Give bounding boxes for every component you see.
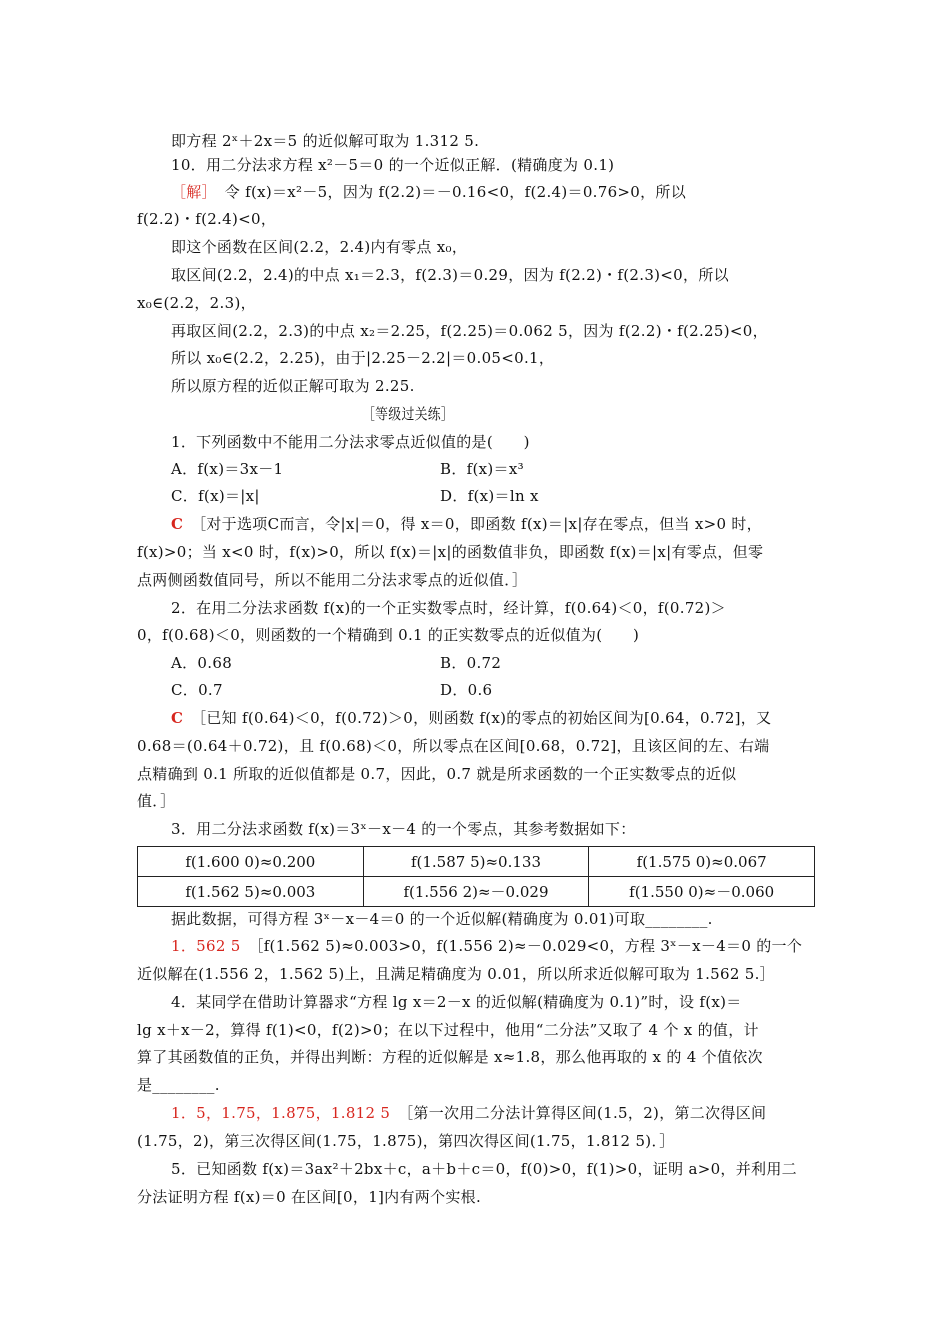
question-1: 1．下列函数中不能用二分法求零点近似值的是( )	[171, 433, 530, 451]
text-line: 是________.	[137, 1076, 220, 1094]
text-line: (1.75，2)，第三次得区间(1.75，1.875)，第四次得区间(1.75，1.812 5)．］	[137, 1132, 675, 1150]
option-c: C．0.7	[171, 681, 223, 699]
answer-line	[171, 513, 762, 535]
text-line: 再取区间(2.2，2.3)的中点 x₂＝2.25，f(2.25)＝0.062 5，因为 f(2.2)・f(2.25)<0，	[171, 322, 768, 340]
text-line: lg x＋x－2，算得 f(1)<0，f(2)>0；在以下过程中，他用“二分法”又取了 4 个 x 的值，计	[137, 1021, 759, 1039]
reference-data-table	[137, 846, 815, 907]
text-line: 近似解在(1.556 2，1.562 5)上，且满足精确度为 0.01，所以所求近似解可取为 1.562 5.］	[137, 965, 775, 983]
text-line: 值．］	[137, 792, 176, 810]
answer-label: C	[171, 709, 184, 727]
text-line: f(2.2)・f(2.4)<0，	[137, 210, 277, 228]
table-cell: f(1.600 0)≈0.200	[138, 847, 364, 877]
text-line: 所以 x₀∈(2.2，2.25)，由于|2.25－2.2|＝0.05<0.1，	[171, 349, 555, 367]
problem-10: 10．用二分法求方程 x²－5＝0 的一个近似正解．(精确度为 0.1)	[171, 156, 615, 174]
option-d: D．0.6	[440, 681, 493, 699]
answer-line	[171, 1102, 766, 1124]
text-line: x₀∈(2.2，2.3)，	[137, 294, 256, 312]
answer-explanation: ［对于选项C而言，令|x|＝0，得 x＝0，即函数 f(x)＝|x|存在零点，但当 x>0 时，	[198, 515, 762, 533]
text-line: 所以原方程的近似正解可取为 2.25.	[171, 377, 415, 395]
text-line: 即这个函数在区间(2.2，2.4)内有零点 x₀，	[171, 238, 468, 256]
text-line: 0，f(0.68)＜0，则函数的一个精确到 0.1 的正实数零点的近似值为( )	[137, 626, 640, 644]
text-line: 据此数据，可得方程 3ˣ－x－4＝0 的一个近似解(精确度为 0.01)可取________.	[171, 910, 713, 928]
text-line: 即方程 2ˣ＋2x＝5 的近似解可取为 1.312 5.	[171, 132, 480, 150]
option-b: B．f(x)＝x³	[440, 460, 524, 478]
text-line: 取区间(2.2，2.4)的中点 x₁＝2.3，f(2.3)＝0.29，因为 f(2.2)・f(2.3)<0，所以	[171, 266, 729, 284]
answer-explanation: ［已知 f(0.64)＜0，f(0.72)＞0，则函数 f(x)的零点的初始区间为[0.64，0.72]，又	[198, 709, 772, 727]
answer-value: 1．5，1.75，1.875，1.812 5	[171, 1104, 391, 1122]
option-d: D．f(x)＝ln x	[440, 487, 539, 505]
text-line: 点精确到 0.1 所取的近似值都是 0.7，因此，0.7 就是所求函数的一个正实数零点的近似	[137, 765, 737, 783]
text-line: 0.68＝(0.64＋0.72)，且 f(0.68)＜0，所以零点在区间[0.68，0.72]，且该区间的左、右端	[137, 737, 770, 755]
option-a: A．f(x)＝3x－1	[171, 460, 284, 478]
table-cell: f(1.575 0)≈0.067	[589, 847, 815, 877]
answer-line	[171, 707, 771, 729]
option-b: B．0.72	[440, 654, 502, 672]
question-3: 3．用二分法求函数 f(x)＝3ˣ－x－4 的一个零点，其参考数据如下：	[171, 820, 636, 838]
table-row	[138, 847, 815, 877]
question-5: 5．已知函数 f(x)＝3ax²＋2bx＋c，a＋b＋c＝0，f(0)>0，f(1)>0，证明 a>0，并利用二	[171, 1160, 797, 1178]
question-4: 4．某同学在借助计算器求“方程 lg x＝2－x 的近似解(精确度为 0.1)”时，设 f(x)＝	[171, 993, 742, 1011]
section-heading: ［等级过关练］	[362, 405, 455, 423]
solution-tag: ［解］	[171, 183, 210, 201]
table-cell: f(1.550 0)≈－0.060	[589, 877, 815, 907]
solution-text: 令 f(x)＝x²－5，因为 f(2.2)＝－0.16<0，f(2.4)＝0.76>0，所以	[224, 183, 687, 201]
text-line: f(x)>0；当 x<0 时，f(x)>0，所以 f(x)＝|x|的函数值非负，即函数 f(x)＝|x|有零点，但零	[137, 543, 764, 561]
table-cell: f(1.587 5)≈0.133	[363, 847, 589, 877]
text-line: 点两侧函数值同号，所以不能用二分法求零点的近似值．］	[137, 571, 528, 589]
answer-value: 1．562 5	[171, 937, 241, 955]
table-cell: f(1.556 2)≈－0.029	[363, 877, 589, 907]
answer-explanation: ［第一次用二分法计算得区间(1.5，2)，第二次得区间	[405, 1104, 767, 1122]
table-row	[138, 877, 815, 907]
table-cell: f(1.562 5)≈0.003	[138, 877, 364, 907]
text-line: 分法证明方程 f(x)＝0 在区间[0，1]内有两个实根.	[137, 1188, 482, 1206]
text-line: 算了其函数值的正负，并得出判断：方程的近似解是 x≈1.8，那么他再取的 x 的 4 个值依次	[137, 1048, 763, 1066]
answer-explanation: ［f(1.562 5)≈0.003>0，f(1.556 2)≈－0.029<0，方程 3ˣ－x－4＝0 的一个	[255, 937, 803, 955]
option-c: C．f(x)＝|x|	[171, 487, 260, 505]
question-2: 2．在用二分法求函数 f(x)的一个正实数零点时，经计算，f(0.64)＜0，f(0.72)＞	[171, 599, 726, 617]
answer-line	[171, 935, 802, 957]
answer-label: C	[171, 515, 184, 533]
option-a: A．0.68	[171, 654, 233, 672]
solution-line	[171, 181, 686, 203]
